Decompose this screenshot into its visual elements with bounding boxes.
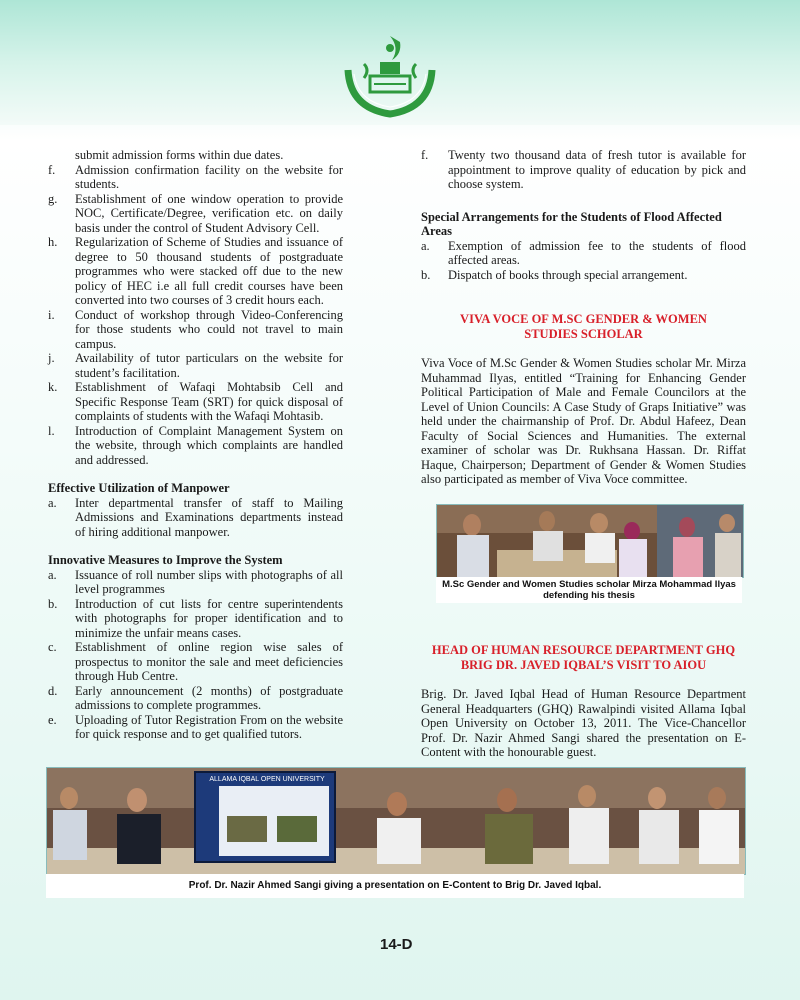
university-crest-icon <box>340 30 440 120</box>
list-marker: b. <box>48 596 58 611</box>
list-item <box>48 424 343 468</box>
list-text: Inter departmental transfer of staff to Mailing Admissions and Examinations departments instead of hiring additional manpower. <box>75 495 343 539</box>
list-marker: f. <box>421 148 429 162</box>
viva-voce-paragraph: Viva Voce of M.Sc Gender & Women Studies scholar Mr. Mirza Muhammad Ilyas, entitled “Training for Enhancing Gender Political Participation of Male and Female Councilors at the Level of Union Councils: A Case Study of Graps Initiative” was held under the chairmanship of Prof. Dr. Abdul Hafeez, Dean Faculty of Social Sciences and Humanities. The external examiner of scholar was Dr. Rukhsana Hassan. Dr. Riffat Haque, Chairperson; Department of Gender & Women Studies also participated as member of Viva Voce committee. <box>421 356 746 486</box>
list-marker: b. <box>421 267 431 282</box>
page-number: 14-D <box>380 936 413 953</box>
presentation-photo-caption: Prof. Dr. Nazir Ahmed Sangi giving a presentation on E-Content to Brig Dr. Javed Iqbal. <box>46 874 744 898</box>
list-text: Establishment of Wafaqi Mohtabsib Cell and Specific Response Team (SRT) for quick disposal of complaints of students with the Wafaqi Mohtasib. <box>75 380 343 423</box>
list-manpower <box>48 496 343 540</box>
section-title-flood: Special Arrangements for the Students of Flood Affected Areas <box>421 209 722 238</box>
list-text: Regularization of Scheme of Studies and issuance of degree to 50 thousand students of postgraduate programmes who were stacked off due to the new policy of HEC i.e all full credit courses have been converted into two courses of 3 credit hours each. <box>75 235 343 307</box>
list-text: Uploading of Tutor Registration From on the website for quick response and to get qualified tutors. <box>75 712 343 741</box>
list-marker: a. <box>48 567 57 582</box>
list-marker: i. <box>48 307 55 322</box>
list-marker: d. <box>48 683 58 698</box>
heading-hr-visit <box>421 643 746 673</box>
caption-line: M.Sc Gender and Women Studies scholar Mirza Mohammad Ilyas <box>442 579 736 590</box>
list-text: Introduction of cut lists for centre superintendents with photographs for proper identification and to minimize the unfair means cases. <box>75 596 343 640</box>
list-marker: f. <box>48 162 56 177</box>
list-item <box>48 308 343 352</box>
hr-visit-section <box>421 643 746 760</box>
list-item <box>48 380 343 424</box>
list-item <box>48 351 343 380</box>
list-item <box>48 163 343 192</box>
heading-line: VIVA VOCE OF M.SC GENDER & WOMEN <box>460 312 707 326</box>
list-item <box>48 640 343 684</box>
viva-photo-caption <box>436 577 742 603</box>
list-marker: h. <box>48 235 58 249</box>
viva-photo <box>436 504 744 578</box>
list-item <box>48 597 343 641</box>
list-item <box>421 268 746 283</box>
caption-line: defending his thesis <box>543 590 635 601</box>
section-title-manpower: Effective Utilization of Manpower <box>48 481 230 495</box>
heading-viva-voce <box>421 312 746 342</box>
list-innovative <box>48 568 343 742</box>
list-text: Dispatch of books through special arrangement. <box>448 267 688 282</box>
list-marker: a. <box>421 238 430 253</box>
list-marker: j. <box>48 351 55 365</box>
list-item <box>421 239 746 268</box>
heading-line: BRIG DR. JAVED IQBAL’S VISIT TO AIOU <box>460 658 707 672</box>
list-marker: e. <box>48 712 57 727</box>
list-text: Establishment of one window operation to provide NOC, Certificate/Degree, verification etc. on daily basis under the control of Student Advisory Cell. <box>75 191 343 235</box>
continued-text: submit admission forms within due dates. <box>75 148 284 162</box>
list-flood <box>421 239 746 283</box>
list-text: Introduction of Complaint Management System on the website, through which complaints are handled and addressed. <box>75 423 343 467</box>
list-item <box>48 713 343 742</box>
section-title-innovative: Innovative Measures to Improve the System <box>48 553 283 567</box>
screen-title: ALLAMA IQBAL OPEN UNIVERSITY <box>209 776 325 783</box>
presentation-photo <box>46 767 746 875</box>
list-item <box>48 496 343 540</box>
list-text: Twenty two thousand data of fresh tutor is available for appointment to improve quality of education by pick and choose system. <box>448 148 746 191</box>
right-column <box>421 148 746 487</box>
list-marker: c. <box>48 640 57 654</box>
heading-line: STUDIES SCHOLAR <box>524 327 643 341</box>
list-marker: a. <box>48 495 57 510</box>
hr-visit-paragraph: Brig. Dr. Javed Iqbal Head of Human Resource Department General Headquarters (GHQ) Rawalpindi visited Allama Iqbal Open University on October 13, 2011. The Vice-Chancellor Prof. Dr. Nazir Ahmed Sangi shared the presentation on E-Content with the honourable guest. <box>421 687 746 759</box>
list-text: Admission confirmation facility on the website for students. <box>75 162 343 191</box>
heading-line: HEAD OF HUMAN RESOURCE DEPARTMENT GHQ <box>431 643 736 657</box>
list-marker: l. <box>48 423 55 438</box>
list-text: Exemption of admission fee to the students of flood affected areas. <box>448 238 746 267</box>
list-item <box>48 684 343 713</box>
list-text: Conduct of workshop through Video-Conferencing for those students who could not travel to main campus. <box>75 307 343 351</box>
list-marker: g. <box>48 191 58 206</box>
list-text: Issuance of roll number slips with photographs of all level programmes <box>75 567 343 596</box>
list-marker: k. <box>48 380 58 394</box>
list-item <box>48 192 343 236</box>
left-column <box>48 148 343 742</box>
list-item <box>421 148 746 192</box>
list-text: Early announcement (2 months) of postgraduate admissions to complete programmes. <box>75 683 343 712</box>
list-text: Establishment of online region wise sales of prospectus to monitor the sale and meet deficiencies through Hub Centre. <box>75 640 343 683</box>
list-item <box>48 568 343 597</box>
list-item <box>48 235 343 308</box>
list-improvements <box>48 163 343 468</box>
list-text: Availability of tutor particulars on the website for student’s facilitation. <box>75 351 343 380</box>
